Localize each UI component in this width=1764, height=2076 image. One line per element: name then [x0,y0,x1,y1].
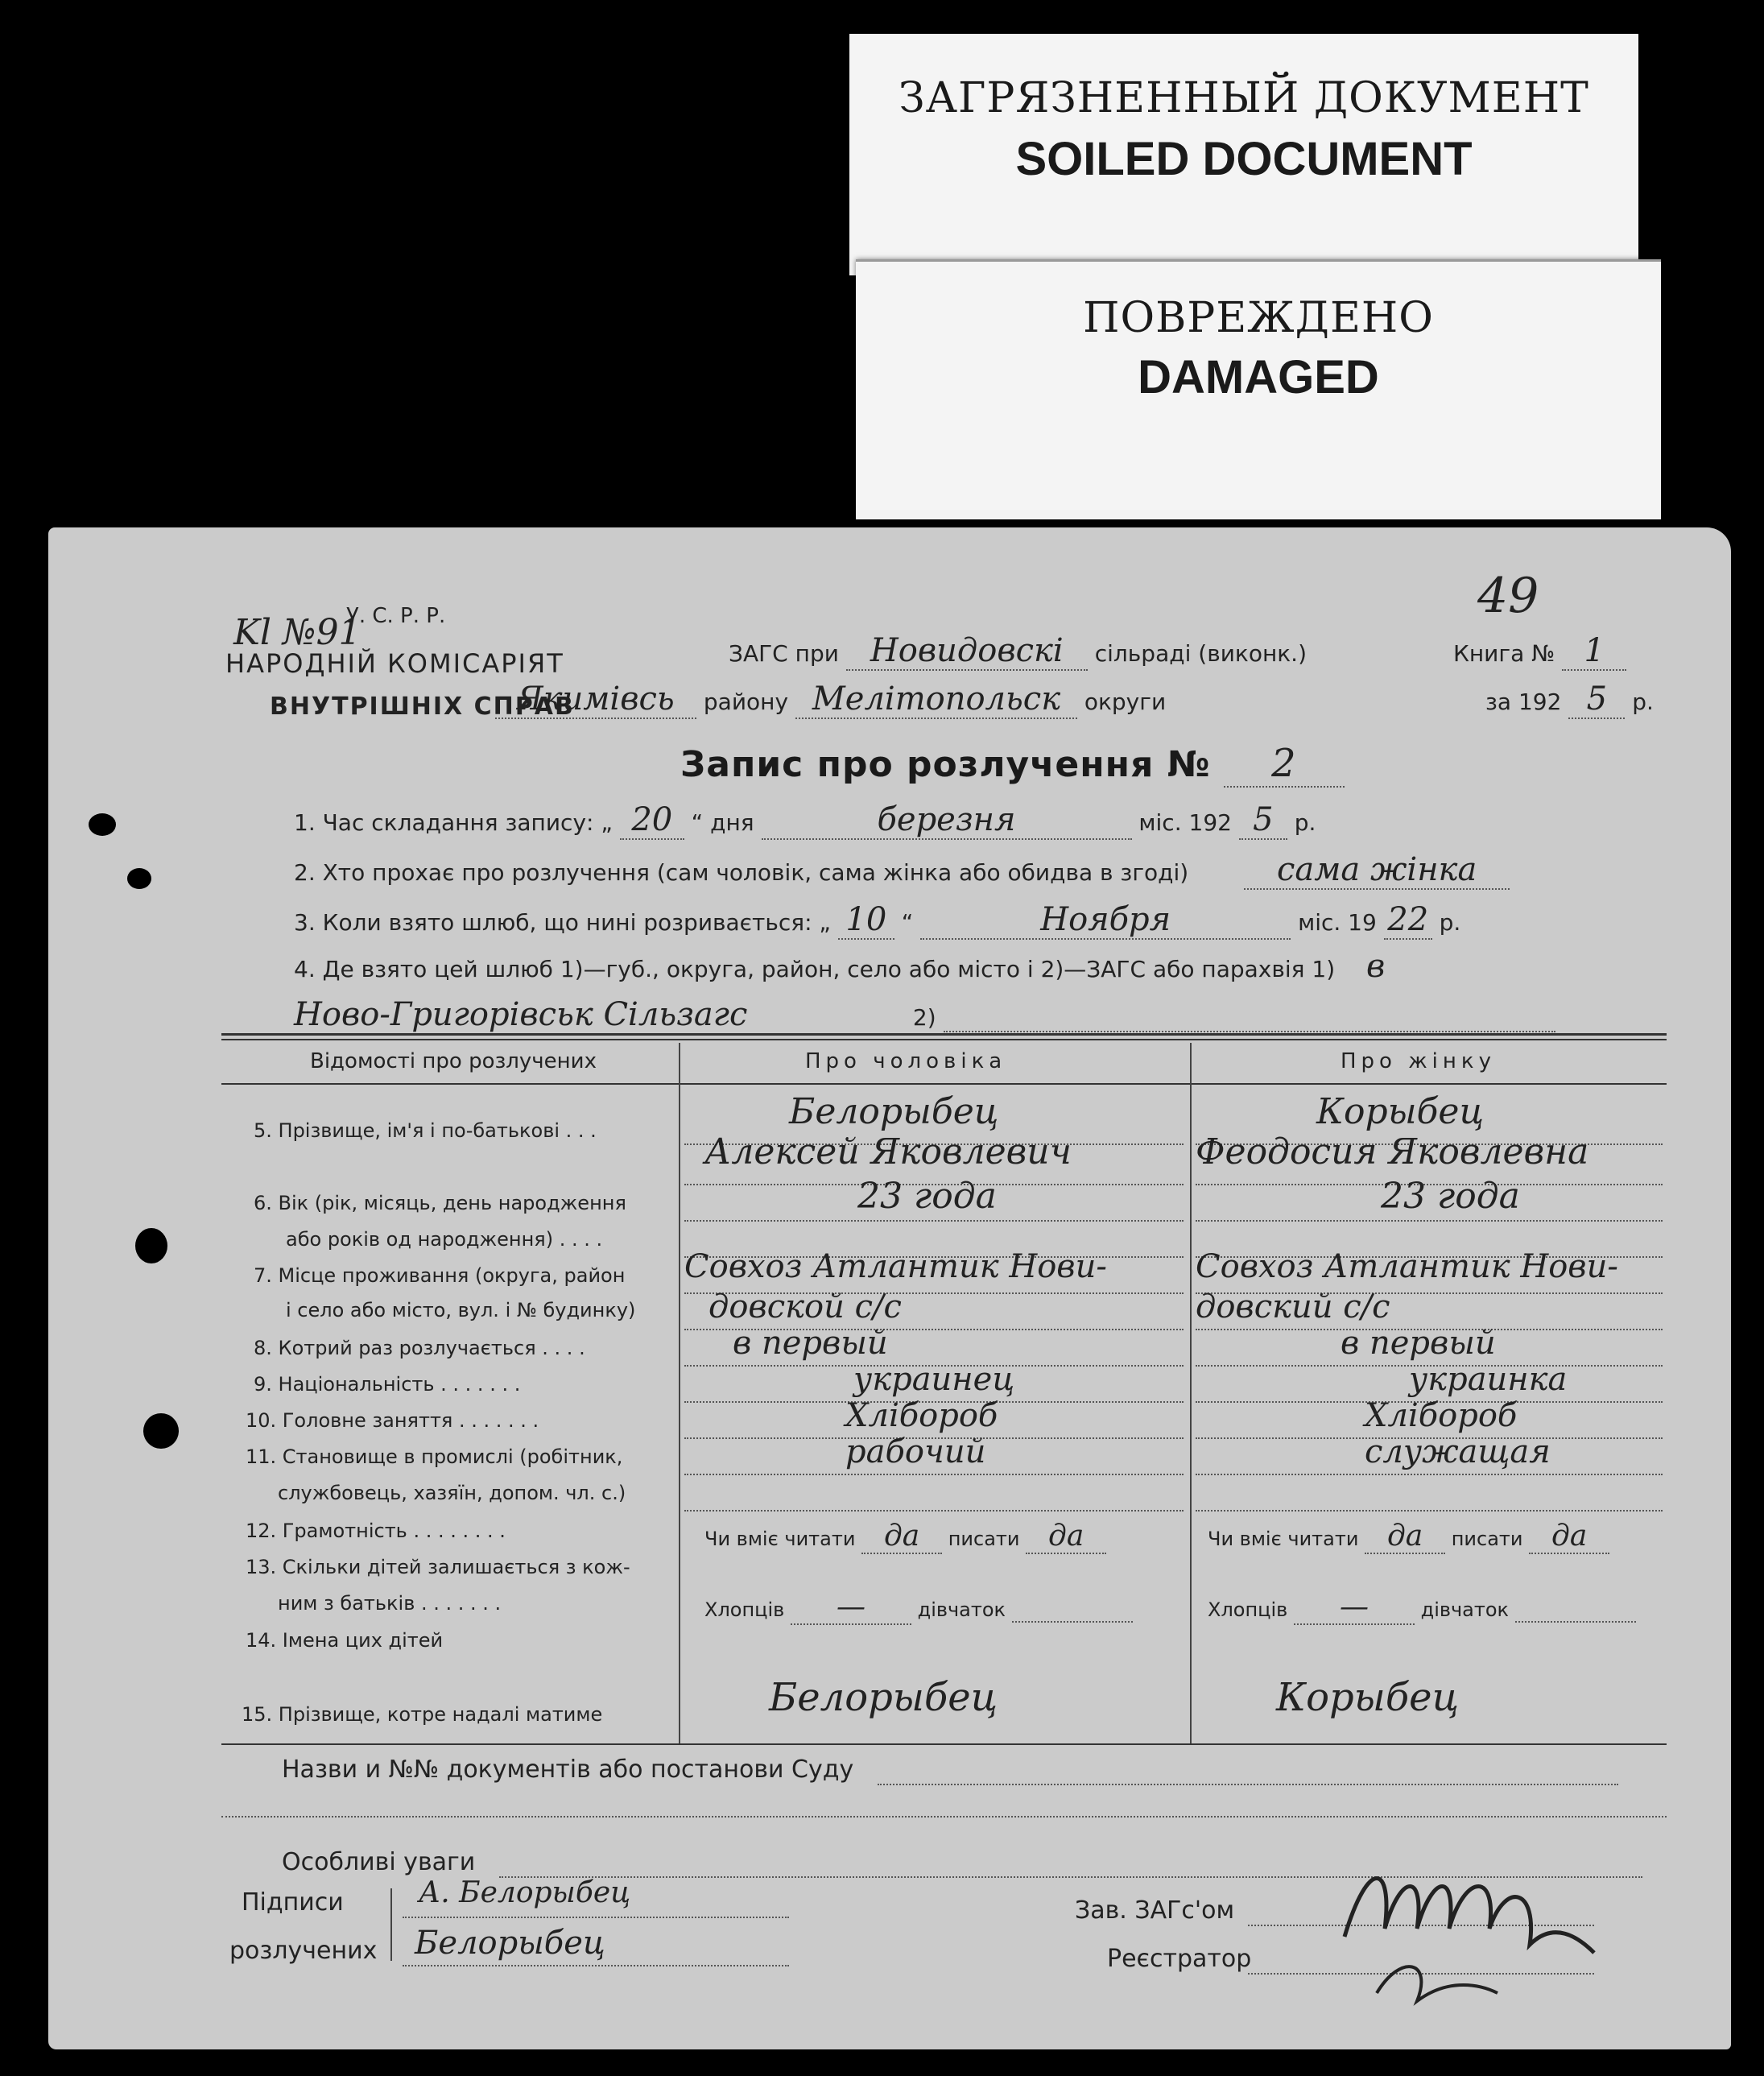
husband-write-label: писати [948,1528,1020,1550]
item-1-day: 20 [620,801,684,840]
wife-residence-1: Совхоз Атлантик Нови- [1196,1248,1618,1285]
wife-literacy [1208,1520,1609,1554]
item-1-day-label: “ дня [691,809,754,836]
selrada-value: Новидовскі [846,632,1088,671]
item-2-label: 2. Хто прохає про розлучення (сам чоловік, сама жінка або обидва в згоді) [294,859,1189,886]
soiled-document-label [849,34,1638,275]
ussr-heading: У. С. Р. Р. [346,604,446,628]
item-1-label: 1. Час складання запису: „ [294,809,613,836]
husband-nationality: украинец [853,1361,1015,1398]
rayonu-label: району [703,689,789,715]
wife-boys-label: Хлопців [1208,1598,1288,1621]
husband-surname: Белорыбец [789,1091,999,1132]
wife-age: 23 года [1381,1176,1520,1217]
wife-times: в первый [1341,1325,1496,1362]
item-1-year-suffix: р. [1294,809,1316,836]
item-3-day: 10 [838,901,894,940]
item-4-label: 4. Де взято цей шлюб 1)—губ., округа, район, село або місто і 2)—ЗАГС або парахвія 1) [294,956,1336,982]
wife-position: служащая [1365,1433,1551,1470]
punch-hole [143,1413,179,1449]
row-5-label: 5. Прізвище, ім'я і по-батькові . . . [254,1119,597,1142]
book-value: 1 [1562,632,1626,671]
answer-row-line [684,1474,1184,1475]
item-3-year: 22 [1384,901,1432,940]
margin-note: Kl №91 [233,612,361,653]
signatures-label-1: Підписи [242,1888,344,1917]
col-wife-header: Про жінку [1341,1049,1496,1073]
item-3 [294,901,1460,940]
court-documents-line [282,1756,1618,1785]
item-3-quote: “ [901,909,914,936]
item-4-zags-label: 2) [912,1004,936,1031]
row-13-label-b: ним з батьків . . . . . . . [278,1592,502,1615]
item-1-year: 5 [1239,801,1287,840]
head-signature-stroke [1345,1879,1594,1954]
signature-wife-line [403,1965,789,1966]
husband-girls-label: дівчаток [917,1598,1006,1621]
husband-new-surname: Белорыбец [769,1675,998,1720]
col-husband-header: Про чоловіка [805,1049,1007,1073]
signature-bracket [390,1888,392,1961]
husband-name: Алексей Яковлевич [704,1131,1072,1172]
row-14-label: 14. Імена цих дітей [246,1629,444,1652]
husband-girls-value [1012,1598,1133,1623]
table-header-rule [221,1039,1667,1040]
page-number: 49 [1477,568,1539,624]
signature-husband: А. Белорыбец [419,1876,631,1909]
item-4 [294,948,1385,985]
item-4-value: в [1366,948,1386,985]
answer-row-line [684,1220,1184,1222]
item-4-continuation [294,996,1555,1035]
okruga-value: Мелітопольск [795,680,1077,719]
rayon-line [495,680,1166,719]
damaged-label [856,259,1661,519]
row-11-label-b: службовець, хазяїн, допом. чл. с.) [278,1482,626,1504]
title-text: Запис про розлучення № [680,744,1211,785]
husband-read-label: Чи вміє читати [704,1528,856,1550]
head-signature-scribble [1336,1840,1602,2017]
table-header-bottom [221,1083,1667,1085]
divorce-record-sheet [48,527,1731,2049]
soiled-label-en: SOILED DOCUMENT [1015,133,1473,185]
answer-row-line [1196,1510,1663,1512]
husband-read-value: да [861,1520,942,1554]
wife-write-value: да [1529,1520,1609,1554]
item-3-month-label: міс. 19 [1298,909,1377,936]
internal-affairs-heading: ВНУТРІШНІХ СПРАВ [270,693,575,721]
item-3-label: 3. Коли взято шлюб, що нині розривається: „ [294,909,831,936]
year-value: 5 [1568,680,1625,719]
item-2-value: сама жінка [1244,851,1510,890]
zags-line [729,632,1307,671]
wife-write-label: писати [1451,1528,1523,1550]
husband-occupation: Хлібороб [845,1397,998,1434]
item-3-month: Ноября [920,901,1291,940]
court-documents-field [878,1756,1618,1785]
wife-boys-value: — [1294,1590,1415,1625]
court-documents-label: Назви и №№ документів або постанови Суду [282,1756,854,1784]
row-15-label: 15. Прізвище, котре надалі матиме [242,1703,603,1726]
answer-row-line [1196,1474,1663,1475]
item-4-place: Ново-Григорівськ Сільзагс [294,996,841,1035]
zags-pri-label: ЗАГС при [729,640,839,667]
wife-nationality: украинка [1409,1361,1568,1398]
row-12-label: 12. Грамотність . . . . . . . . [246,1520,506,1542]
commissariat-heading: НАРОДНІЙ КОМІСАРІЯТ [225,648,564,679]
book-line [1453,632,1626,671]
husband-literacy [704,1520,1106,1554]
documents-continuation-line [221,1816,1667,1818]
row-8-label: 8. Котрий раз розлучається . . . . [254,1337,585,1359]
signature-husband-line [403,1917,789,1918]
okrugi-label: округи [1084,689,1167,715]
table-bottom-rule [221,1743,1667,1745]
husband-times: в первый [733,1325,888,1362]
wife-girls-value [1515,1598,1636,1623]
wife-new-surname: Корыбец [1276,1675,1460,1720]
answer-row-line [1196,1220,1663,1222]
answer-row-line [684,1510,1184,1512]
year-label: за 192 [1485,689,1562,715]
year-line [1485,680,1654,719]
head-zags-label: Зав. ЗАГс'ом [1075,1896,1235,1925]
punch-hole [135,1228,167,1263]
silradi-label: сільраді (виконк.) [1094,640,1307,667]
wife-children [1208,1590,1636,1625]
signature-wife: Белорыбец [415,1925,605,1962]
husband-residence-2: довской с/с [708,1288,902,1325]
item-1-month-label: міс. 192 [1138,809,1232,836]
row-7-label-a: 7. Місце проживання (округа, район [254,1264,626,1287]
item-3-year-suffix: р. [1439,909,1461,936]
wife-girls-label: дівчаток [1420,1598,1510,1621]
item-1 [294,801,1316,840]
punch-hole [127,868,151,889]
row-9-label: 9. Національність . . . . . . . [254,1373,521,1396]
book-label: Книга № [1453,640,1555,667]
registrar-signature-stroke [1377,1966,1498,2001]
husband-age: 23 года [857,1176,997,1217]
item-2 [294,851,1510,890]
row-10-label: 10. Головне заняття . . . . . . . [246,1409,539,1432]
wife-surname: Корыбец [1316,1091,1485,1132]
table-top-rule [221,1033,1667,1036]
remarks-label: Особливі уваги [282,1848,476,1876]
row-13-label-a: 13. Скільки дітей залишається з кож- [246,1556,630,1578]
item-4-zags-field [944,1004,1555,1032]
husband-boys-label: Хлопців [704,1598,785,1621]
husband-residence-1: Совхоз Атлантик Нови- [684,1248,1107,1285]
damaged-label-en: DAMAGED [1138,351,1379,403]
row-7-label-b: і село або місто, вул. і № будинку) [286,1299,636,1321]
record-number: 2 [1224,741,1345,788]
registrar-label: Реєстратор [1107,1945,1252,1973]
punch-hole [89,813,116,836]
wife-residence-2: довский с/с [1196,1288,1390,1325]
husband-position: рабочий [845,1433,986,1470]
wife-occupation: Хлібороб [1365,1397,1518,1434]
damaged-label-ru: ПОВРЕЖДЕНО [1083,294,1434,342]
signatures-label-2: розлучених [229,1937,378,1965]
soiled-label-ru: ЗАГРЯЗНЕННЫЙ ДОКУМЕНТ [899,74,1589,122]
wife-read-value: да [1365,1520,1445,1554]
column-divider [1190,1043,1192,1743]
row-6-label-b: або років од народження) . . . . [286,1228,603,1251]
husband-children [704,1590,1133,1625]
wife-read-label: Чи вміє читати [1208,1528,1359,1550]
year-suffix: р. [1632,689,1654,715]
husband-write-value: да [1026,1520,1106,1554]
rayon-value: Якимівсь [495,680,696,719]
row-6-label-a: 6. Вік (рік, місяць, день народження [254,1192,626,1214]
wife-name: Феодосия Яковлевна [1196,1131,1589,1172]
item-1-month: березня [762,801,1132,840]
row-11-label-a: 11. Становище в промислі (робітник, [246,1445,623,1468]
column-divider [679,1043,680,1743]
document-title [680,741,1345,788]
col-info-header: Відомості про розлучених [310,1049,597,1073]
husband-boys-value: — [791,1590,911,1625]
